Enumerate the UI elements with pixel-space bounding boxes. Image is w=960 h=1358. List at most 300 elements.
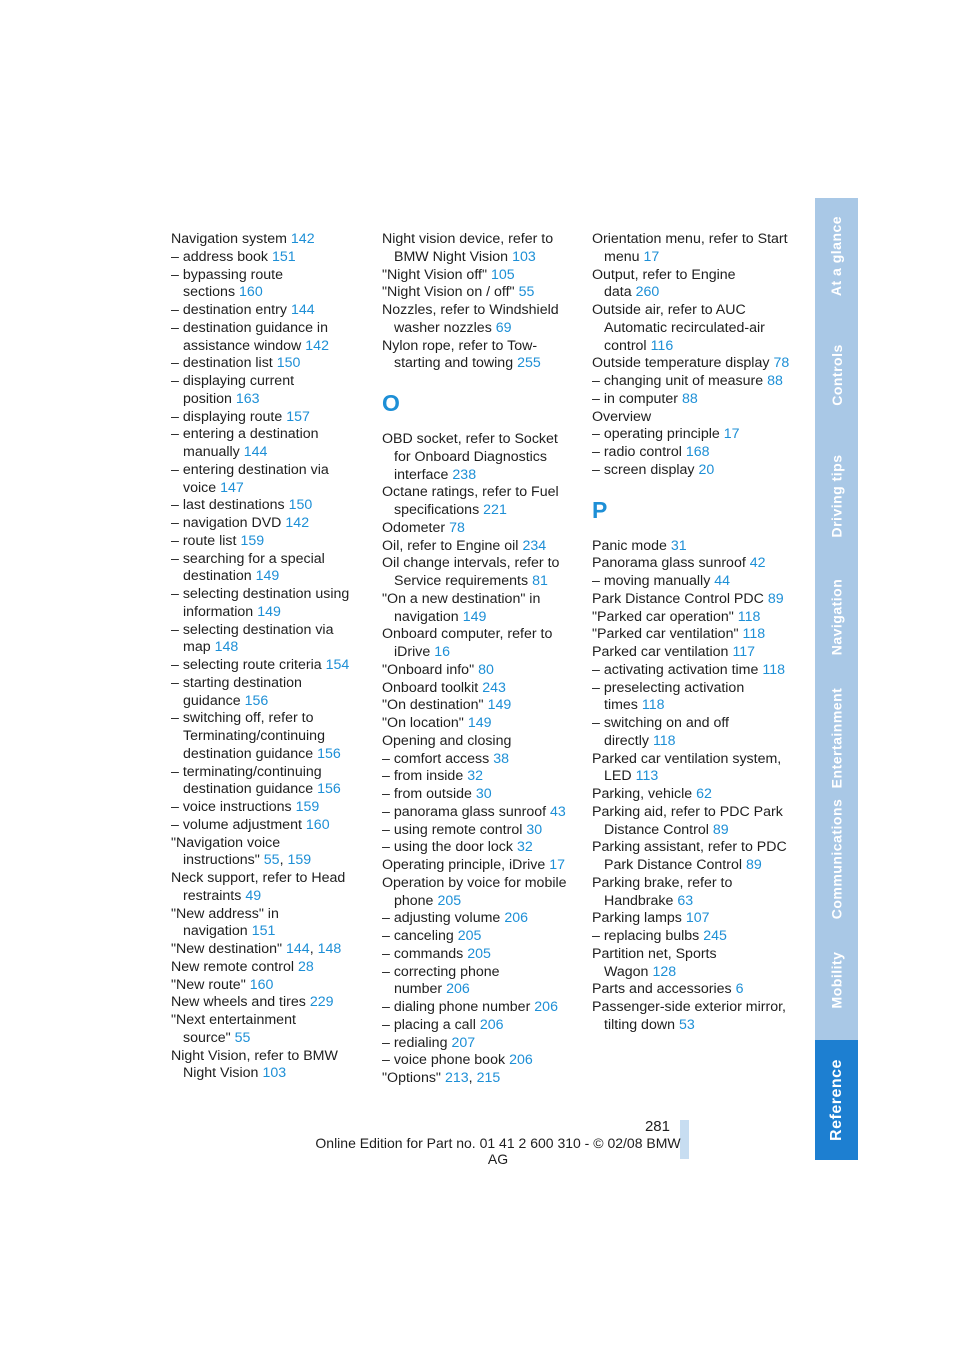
entry-text: "Night Vision off" — [382, 266, 487, 283]
entry-text: – selecting destination via map — [171, 621, 334, 656]
entry-text: Opening and closing — [382, 732, 512, 749]
entry-text: Oil change intervals, refer to Service requirements — [382, 555, 560, 589]
entry-text: – navigation DVD — [171, 515, 282, 531]
index-entry — [382, 928, 577, 946]
entry-text: Onboard computer, refer to iDrive — [382, 626, 553, 660]
entry-text: Odometer — [382, 519, 446, 536]
chapter-tab-driving-tips[interactable] — [815, 435, 858, 557]
entry-text: – in computer — [592, 390, 678, 407]
page-link[interactable]: 142 — [285, 515, 310, 531]
entry-text: – entering destination via voice — [171, 461, 329, 496]
chapter-tab-label: Mobility — [828, 951, 845, 1008]
entry-text: – starting destination guidance — [171, 674, 302, 709]
entry-text: Output, refer to Engine data — [592, 266, 736, 301]
page-link[interactable]: 255 — [517, 355, 541, 372]
index-entry — [382, 626, 577, 662]
entry-text: – route list — [171, 532, 237, 549]
page-link[interactable]: 55 — [518, 284, 535, 301]
page-link[interactable]: 149 — [255, 568, 280, 585]
page-link[interactable]: 63 — [677, 892, 694, 909]
entry-text: – terminating/continuing destination guidance — [171, 763, 322, 798]
index-entry — [171, 249, 366, 267]
index-column-1 — [171, 231, 366, 1083]
page-link[interactable]: 42 — [749, 555, 766, 572]
page-link[interactable]: 150 — [288, 497, 313, 514]
index-entry — [382, 302, 577, 338]
chapter-tab-label: Controls — [828, 343, 845, 406]
page-link[interactable]: 206 — [509, 1052, 533, 1069]
index-entry — [171, 373, 366, 409]
entry-text: New wheels and tires — [171, 994, 306, 1011]
index-entry — [592, 391, 792, 409]
index-entry — [171, 355, 366, 373]
entry-text: – destination entry — [171, 302, 287, 318]
page-link[interactable]: 206 — [446, 981, 470, 998]
page-link[interactable]: 159 — [287, 852, 312, 869]
entry-text: – voice instructions — [171, 799, 292, 815]
entry-text: – correcting phone number — [382, 963, 500, 998]
entry-text: Parking, vehicle — [592, 786, 693, 802]
index-entry — [382, 733, 577, 751]
page-link[interactable]: 6 — [735, 981, 744, 998]
page-link[interactable]: 89 — [746, 857, 762, 873]
index-entry — [382, 680, 577, 698]
page-link[interactable]: 144 — [290, 302, 315, 318]
index-entry — [171, 551, 366, 587]
page-link[interactable]: 55 — [234, 1029, 251, 1046]
entry-text: Parking lamps — [592, 910, 682, 927]
index-entry — [592, 680, 792, 716]
page-link[interactable]: 78 — [773, 355, 790, 372]
entry-text: – operating principle — [592, 426, 720, 443]
chapter-tab-at-a-glance[interactable] — [815, 198, 858, 315]
index-entry — [592, 804, 792, 840]
index-entry — [171, 320, 366, 356]
index-entry — [592, 715, 792, 751]
entry-text: Parking aid, refer to PDC Park Distance Control — [592, 803, 783, 838]
page-link[interactable]: 144 — [243, 444, 268, 460]
page-link[interactable]: 148 — [214, 639, 239, 656]
page-link[interactable]: 234 — [522, 537, 547, 554]
page-link[interactable]: 238 — [452, 466, 477, 483]
index-column-2 — [382, 231, 577, 1088]
entry-text: – screen display — [592, 461, 695, 478]
page-link[interactable]: 243 — [482, 679, 506, 696]
separator: , — [468, 1070, 473, 1086]
entry-text: "On location" — [382, 715, 464, 731]
chapter-tabs — [815, 198, 858, 1160]
index-entry — [171, 835, 366, 871]
entry-text: – moving manually — [592, 573, 711, 589]
index-entry — [592, 267, 792, 303]
page-link[interactable]: 206 — [534, 999, 558, 1015]
index-entry — [592, 928, 792, 946]
page-link[interactable]: 107 — [685, 910, 710, 927]
entry-text: "Night Vision on / off" — [382, 284, 515, 301]
page-link[interactable]: 213 — [444, 1070, 469, 1086]
page-link[interactable]: 49 — [245, 887, 262, 904]
page-link[interactable]: 78 — [449, 519, 465, 536]
index-entry — [592, 538, 792, 556]
index-entry — [382, 768, 577, 786]
index-entry — [171, 533, 366, 551]
index-entry — [382, 804, 577, 822]
index-entry — [382, 839, 577, 857]
entry-text: Overview — [592, 408, 652, 425]
index-entry — [171, 267, 366, 303]
entry-text: Nozzles, refer to Windshield washer nozzles — [382, 302, 559, 336]
chapter-tab-reference[interactable] — [815, 1040, 858, 1161]
page-link[interactable]: 30 — [526, 821, 543, 838]
entry-text: "New destination" — [171, 941, 283, 957]
entry-text: – displaying route — [171, 408, 283, 425]
chapter-tab-label: Navigation — [828, 578, 845, 655]
index-entry — [382, 786, 577, 804]
page-link[interactable]: 43 — [550, 803, 566, 820]
index-entry — [382, 999, 577, 1017]
index-column-3 — [592, 231, 792, 1035]
page-link[interactable]: 151 — [251, 923, 276, 940]
page-link[interactable]: 157 — [286, 408, 310, 425]
entry-text: Operation by voice for mobile phone — [382, 874, 567, 909]
index-entry — [382, 875, 577, 911]
index-entry — [592, 444, 792, 462]
index-entry — [171, 941, 366, 959]
entry-text: – voice phone book — [382, 1052, 506, 1069]
page-link[interactable]: 32 — [516, 839, 533, 856]
page-link[interactable]: 103 — [262, 1065, 287, 1082]
chapter-tab-entertainment[interactable] — [815, 677, 858, 799]
page-link[interactable]: 118 — [652, 732, 676, 749]
entry-text: – last destinations — [171, 497, 285, 514]
entry-text: "New route" — [171, 976, 246, 993]
page-link[interactable]: 116 — [650, 337, 674, 354]
index-entry — [171, 515, 366, 533]
entry-text: Outside air, refer to AUC Automatic recirculated-air control — [592, 302, 765, 354]
page-link[interactable]: 159 — [295, 799, 320, 815]
entry-text: Nylon rope, refer to Tow-starting and towing — [382, 337, 538, 372]
index-group-o — [382, 431, 577, 1088]
index-entry — [592, 786, 792, 804]
entry-text: – using the door lock — [382, 839, 513, 856]
entry-text: New remote control — [171, 958, 295, 975]
page-link[interactable]: 55 — [263, 852, 280, 869]
entry-text: – destination guidance in assistance window — [171, 319, 328, 354]
page-link[interactable]: 62 — [696, 786, 712, 802]
entry-text: "Navigation voice instructions" — [171, 834, 281, 869]
index-entry — [592, 751, 792, 787]
page-link[interactable]: 118 — [737, 608, 761, 625]
page-link[interactable]: 156 — [317, 781, 341, 798]
index-entry — [592, 355, 792, 373]
index-entry — [171, 1048, 366, 1084]
index-entry — [382, 1070, 577, 1088]
page-link[interactable]: 215 — [476, 1070, 501, 1086]
entry-text: Parking brake, refer to Handbrake — [592, 874, 733, 909]
page-link[interactable]: 260 — [635, 284, 660, 301]
page-link[interactable]: 38 — [493, 750, 510, 767]
index-entry — [171, 497, 366, 515]
index-entry — [382, 555, 577, 591]
page-link[interactable]: 53 — [678, 1016, 695, 1033]
page-link[interactable]: 28 — [298, 958, 314, 975]
page-link[interactable]: 30 — [475, 786, 492, 802]
entry-text: Navigation system — [171, 231, 287, 247]
index-entry — [382, 1052, 577, 1070]
page-link[interactable]: 149 — [487, 697, 512, 714]
entry-text: – selecting route criteria — [171, 657, 322, 673]
entry-text: – adjusting volume — [382, 910, 501, 927]
entry-text: Parking assistant, refer to PDC Park Distance Control — [592, 839, 787, 873]
entry-text: "Parked car ventilation" — [592, 626, 739, 643]
page-link[interactable]: 144 — [286, 941, 310, 957]
index-entry — [171, 906, 366, 942]
page-link[interactable]: 149 — [467, 715, 492, 731]
page-link[interactable]: 205 — [467, 945, 491, 962]
page-link[interactable]: 128 — [652, 963, 677, 980]
page-link[interactable]: 81 — [532, 573, 548, 589]
page-link[interactable]: 117 — [732, 644, 756, 660]
entry-text: "Next entertainment source" — [171, 1012, 296, 1046]
page-link[interactable]: 142 — [305, 337, 329, 354]
index-entry — [592, 609, 792, 627]
page-link[interactable]: 159 — [240, 532, 265, 549]
entry-text: Passenger-side exterior mirror, tilting down — [592, 999, 786, 1033]
chapter-tab-mobility[interactable] — [815, 919, 858, 1041]
chapter-tab-label: Reference — [827, 1059, 845, 1141]
entry-text: – from inside — [382, 768, 464, 785]
index-entry — [382, 1035, 577, 1053]
page-link[interactable]: 229 — [309, 994, 334, 1011]
index-entry — [171, 586, 366, 622]
page-link[interactable]: 151 — [272, 248, 296, 265]
index-entry — [382, 964, 577, 1000]
index-entry — [592, 591, 792, 609]
index-entry — [171, 1012, 366, 1048]
index-entry — [382, 520, 577, 538]
entry-text: Night Vision, refer to BMW Night Vision — [171, 1047, 338, 1082]
page-link[interactable]: 118 — [641, 697, 665, 714]
entry-text: – activating activation time — [592, 661, 759, 678]
page-link[interactable]: 89 — [712, 821, 729, 838]
index-entry — [171, 426, 366, 462]
entry-text: – placing a call — [382, 1016, 476, 1033]
entry-text: – redialing — [382, 1034, 448, 1051]
index-entry — [592, 302, 792, 355]
page-link[interactable]: 118 — [742, 626, 766, 643]
page-link[interactable]: 150 — [276, 355, 301, 372]
chapter-tab-label: Communications — [828, 798, 845, 919]
entry-text: – volume adjustment — [171, 816, 302, 833]
entry-text: Park Distance Control PDC — [592, 590, 764, 607]
index-entry — [171, 994, 366, 1012]
index-entry — [382, 1017, 577, 1035]
entry-text: Panorama glass sunroof — [592, 555, 746, 572]
chapter-tab-navigation[interactable] — [815, 556, 858, 678]
index-entry — [382, 431, 577, 484]
entry-text: – searching for a special destination — [171, 550, 325, 585]
index-entry — [592, 462, 792, 480]
entry-text: Neck support, refer to Head restraints — [171, 870, 346, 904]
page-link[interactable]: 245 — [703, 928, 727, 944]
page-link[interactable]: 17 — [723, 426, 740, 443]
entry-text: – changing unit of measure — [592, 373, 764, 389]
entry-text: – preselecting activation times — [592, 679, 745, 714]
index-group-p — [592, 538, 792, 1035]
page-link[interactable]: 113 — [635, 768, 659, 785]
index-entry — [592, 231, 792, 267]
page-link[interactable]: 31 — [670, 537, 687, 554]
page-link[interactable]: 206 — [479, 1016, 504, 1033]
index-entry — [592, 626, 792, 644]
footer-text: Online Edition for Part no. 01 41 2 600 310 - © 02/08 BMW AG — [315, 1135, 681, 1167]
index-group-n-continued — [382, 231, 577, 373]
index-entry — [592, 839, 792, 875]
page-link[interactable]: 105 — [490, 266, 515, 283]
page-link[interactable]: 149 — [462, 608, 487, 625]
page-link[interactable]: 160 — [249, 976, 274, 993]
entry-text: Partition net, Sports Wagon — [592, 945, 717, 980]
page-link[interactable]: 154 — [325, 657, 350, 673]
index-entry — [171, 870, 366, 906]
index-entry — [382, 822, 577, 840]
page-link[interactable]: 147 — [220, 479, 244, 496]
chapter-tab-label: Driving tips — [828, 453, 845, 538]
index-entry — [171, 302, 366, 320]
index-entry — [171, 657, 366, 675]
index-entry — [171, 622, 366, 658]
page-link[interactable]: 205 — [437, 892, 462, 909]
page-link[interactable]: 149 — [257, 603, 281, 620]
separator: , — [279, 852, 284, 869]
index-entry — [382, 662, 577, 680]
page-link[interactable]: 20 — [698, 461, 715, 478]
page-link[interactable]: 142 — [290, 231, 315, 247]
entry-text: – panorama glass sunroof — [382, 803, 547, 820]
page-link[interactable]: 156 — [244, 692, 269, 709]
page-link[interactable]: 44 — [714, 573, 731, 589]
page-link[interactable]: 160 — [239, 284, 263, 301]
entry-text: – using remote control — [382, 821, 523, 838]
index-entry — [592, 373, 792, 391]
entry-text: "New address" in navigation — [171, 905, 279, 940]
page-link[interactable]: 221 — [483, 502, 507, 518]
entry-text: OBD socket, refer to Socket for Onboard Diagnostics interface — [382, 431, 558, 483]
index-entry — [382, 946, 577, 964]
entry-text: – replacing bulbs — [592, 928, 700, 944]
index-entry — [382, 751, 577, 769]
page-link[interactable]: 207 — [451, 1034, 476, 1051]
entry-text: – address book — [171, 248, 269, 265]
entry-text: – switching on and off directly — [592, 715, 729, 749]
entry-text: Night vision device, refer to BMW Night Vision — [382, 231, 554, 265]
entry-text: – commands — [382, 945, 464, 962]
index-entry — [171, 799, 366, 817]
entry-text: – radio control — [592, 444, 682, 460]
page-link[interactable]: 168 — [685, 444, 710, 460]
entry-text: Outside temperature display — [592, 355, 770, 372]
index-entry — [382, 697, 577, 715]
page-link[interactable]: 89 — [767, 590, 784, 607]
index-entry — [382, 338, 577, 374]
page-number: 281 — [644, 1118, 670, 1135]
chapter-tab-label: Entertainment — [828, 687, 845, 788]
index-entry — [382, 857, 577, 875]
index-entry — [592, 662, 792, 680]
page-link[interactable]: 88 — [681, 390, 698, 407]
index-entry — [171, 409, 366, 427]
index-entry — [171, 675, 366, 711]
entry-text: "On destination" — [382, 697, 484, 714]
entry-text: Parts and accessories — [592, 981, 732, 998]
entry-text: Octane ratings, refer to Fuel specifications — [382, 484, 559, 518]
entry-text: "Parked car operation" — [592, 608, 734, 625]
page-link[interactable]: 118 — [762, 661, 786, 678]
page-link[interactable]: 88 — [767, 373, 783, 389]
entry-text: "Options" — [382, 1070, 441, 1086]
index-entry — [592, 644, 792, 662]
index-entry — [592, 555, 792, 573]
index-entry — [382, 231, 577, 267]
page-link[interactable]: 160 — [305, 816, 330, 833]
page-link[interactable]: 156 — [317, 745, 341, 762]
index-entry — [382, 484, 577, 520]
index-entry — [592, 409, 792, 427]
index-entry — [382, 267, 577, 285]
entry-text: – destination list — [171, 355, 273, 372]
index-entry — [382, 284, 577, 302]
page-link[interactable]: 17 — [549, 857, 566, 873]
index-entry — [171, 977, 366, 995]
index-entry — [382, 538, 577, 556]
entry-text: Orientation menu, refer to Start menu — [592, 231, 788, 265]
entry-text: Operating principle, iDrive — [382, 857, 546, 873]
index-entry — [171, 231, 366, 249]
chapter-tab-controls[interactable] — [815, 314, 858, 436]
index-group-o-continued — [592, 231, 792, 480]
index-entry — [171, 462, 366, 498]
entry-text: "Onboard info" — [382, 661, 475, 678]
index-entry — [171, 710, 366, 763]
page-link[interactable]: 103 — [512, 248, 536, 265]
page-link[interactable]: 32 — [467, 768, 483, 785]
page-link[interactable]: 17 — [643, 248, 660, 265]
page-link[interactable]: 80 — [478, 661, 494, 678]
page-link[interactable]: 163 — [235, 390, 260, 407]
index-entry — [171, 817, 366, 835]
index-entry — [592, 981, 792, 999]
index-entry — [382, 715, 577, 733]
entry-text: – displaying current position — [171, 373, 295, 407]
section-letter-o: O — [382, 390, 400, 416]
entry-text: "On a new destination" in navigation — [382, 590, 541, 625]
entry-text: – selecting destination using information — [171, 586, 350, 620]
page-link[interactable]: 205 — [457, 928, 482, 944]
index-entry — [171, 764, 366, 800]
page-link[interactable]: 16 — [434, 644, 451, 660]
page-link[interactable]: 69 — [495, 319, 512, 336]
entry-text: – from outside — [382, 786, 472, 802]
entry-text: – dialing phone number — [382, 999, 531, 1015]
page-link[interactable]: 206 — [504, 910, 528, 927]
chapter-tab-communications[interactable] — [815, 798, 858, 920]
index-entry — [592, 426, 792, 444]
entry-text: Oil, refer to Engine oil — [382, 537, 519, 554]
page-link[interactable]: 148 — [317, 941, 342, 957]
separator: , — [309, 941, 314, 957]
chapter-tab-label: At a glance — [828, 215, 845, 297]
index-entry — [592, 999, 792, 1035]
